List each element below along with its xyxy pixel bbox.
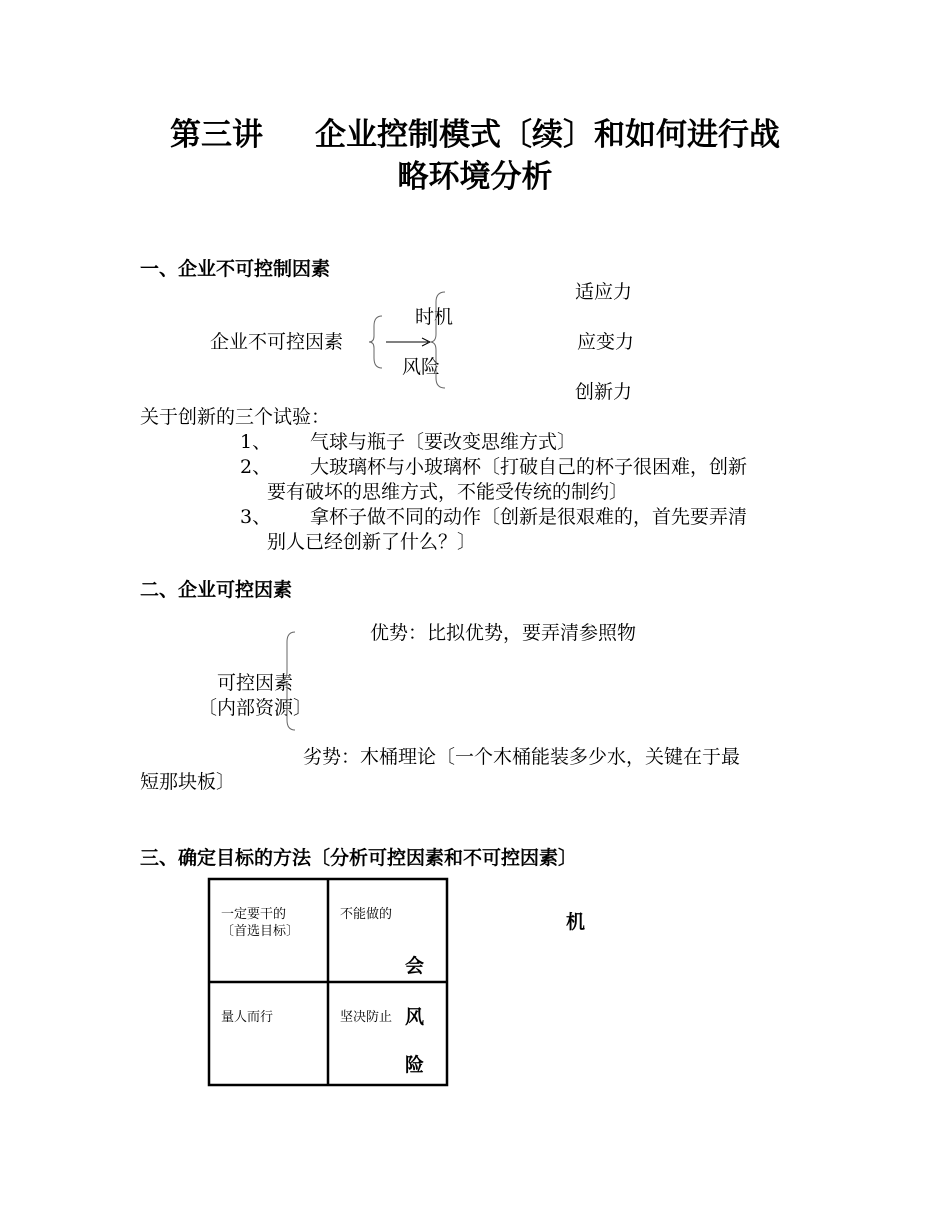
experiment-3-num: 3、 <box>240 506 272 528</box>
matrix-cell-cannot-do: 不能做的 <box>340 907 393 922</box>
brace-uncontrollable <box>369 316 382 368</box>
experiment-2-text: 大玻璃杯与小玻璃杯〔打破自己的杯子很困难，创新 <box>310 456 748 478</box>
controllable-root-note: 〔内部资源〕 <box>198 697 313 719</box>
brace-branches <box>430 292 445 388</box>
label-risk-xian: 险 <box>405 1054 425 1076</box>
section-1-heading: 一、企业不可控制因素 <box>140 258 331 280</box>
experiment-3-text: 拿杯子做不同的动作〔创新是很艰难的，首先要弄清 <box>310 506 748 528</box>
strength-text: 优势：比拟优势，要弄清参照物 <box>370 622 637 644</box>
weakness-text-cont: 短那块板〕 <box>140 771 236 793</box>
title-main: 企业控制模式〔续〕和如何进行战 <box>315 117 780 153</box>
ability-adapt: 适应力 <box>575 281 633 303</box>
experiment-1-text: 气球与瓶子〔要改变思维方式〕 <box>310 431 577 453</box>
experiment-2-cont: 要有破坏的思维方式，不能受传统的制约〕 <box>267 481 629 503</box>
branch-risk: 风险 <box>402 356 441 378</box>
label-opportunity-ji: 机 <box>566 911 586 933</box>
experiment-2-num: 2、 <box>240 456 272 478</box>
section-3-heading: 三、确定目标的方法〔分析可控因素和不可控因素〕 <box>140 847 578 869</box>
ability-respond: 应变力 <box>577 331 635 353</box>
matrix-cell-prevent: 坚决防止 <box>340 1010 393 1025</box>
title-line-2: 略环境分析 <box>397 159 553 195</box>
matrix-cell-must-do-note: 〔首选目标〕 <box>221 924 300 939</box>
weakness-text: 劣势：木桶理论〔一个木桶能装多少水，关键在于最 <box>303 746 741 768</box>
controllable-root: 可控因素 <box>217 672 294 694</box>
matrix-cell-must-do: 一定要干的 <box>221 907 287 922</box>
experiment-1-num: 1、 <box>240 431 272 453</box>
brace-controllable <box>281 632 295 730</box>
label-risk-feng: 风 <box>405 1006 425 1028</box>
matrix-cell-measure: 量人而行 <box>221 1010 274 1025</box>
experiment-3-cont: 别人已经创新了什么？〕 <box>267 531 477 553</box>
label-opportunity-hui: 会 <box>405 955 425 977</box>
title-lecture: 第三讲 <box>170 117 263 153</box>
ability-innovate: 创新力 <box>575 381 633 403</box>
experiments-intro: 关于创新的三个试验： <box>140 406 331 428</box>
branch-timing: 时机 <box>415 306 454 328</box>
uncontrollable-root: 企业不可控因素 <box>210 331 344 353</box>
section-2-heading: 二、企业可控因素 <box>140 579 293 601</box>
